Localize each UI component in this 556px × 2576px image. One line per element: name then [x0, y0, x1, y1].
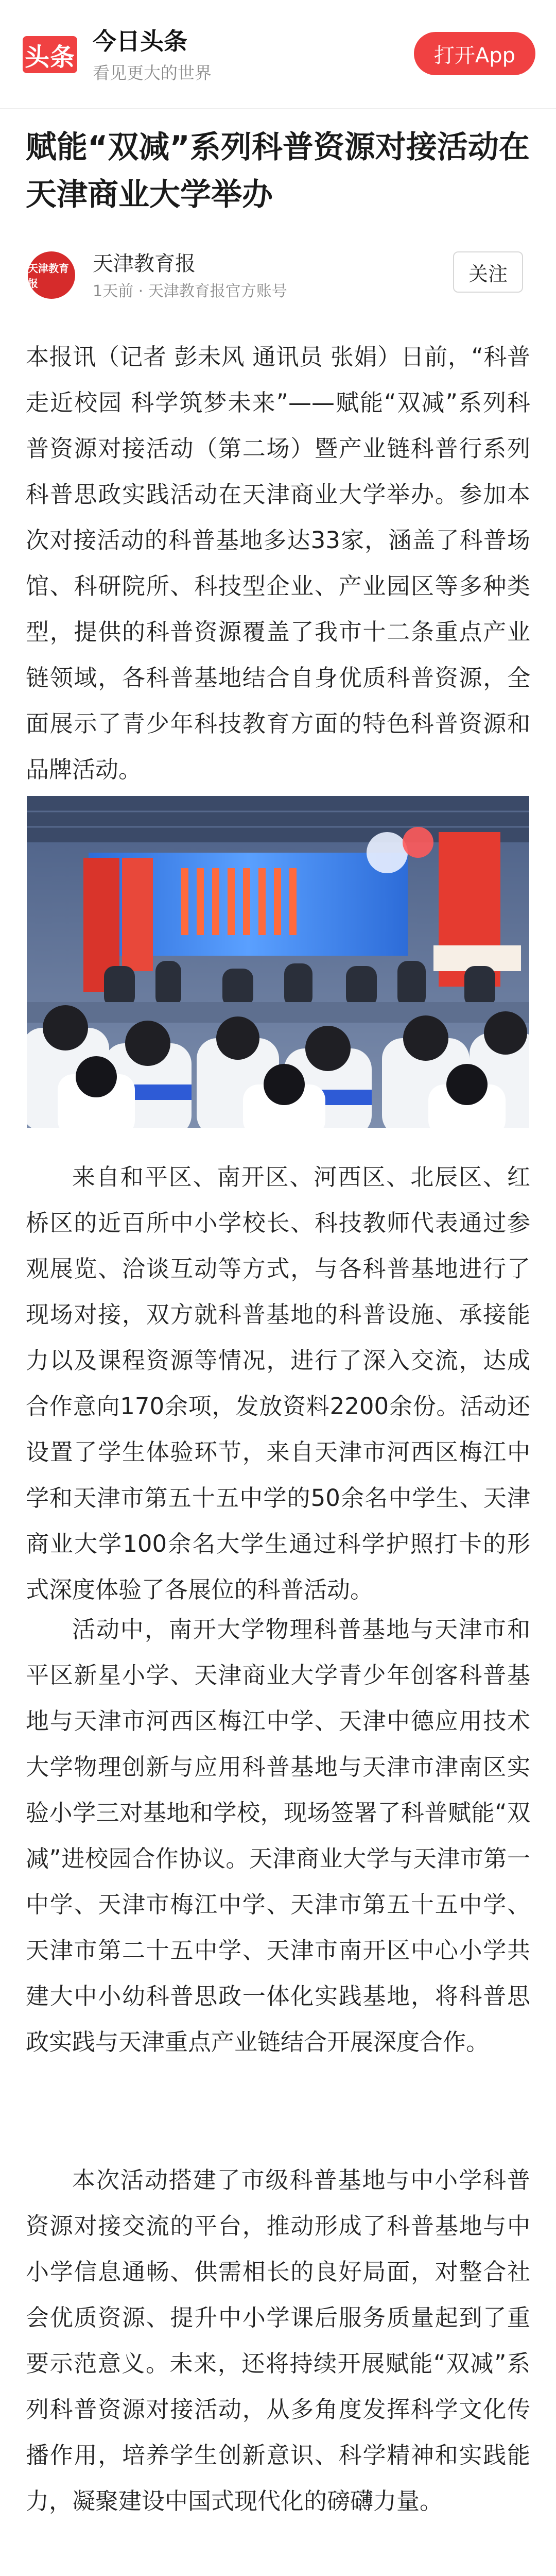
- avatar-logo-text: 天津教育报: [28, 262, 69, 290]
- toutiao-logo[interactable]: 头条: [23, 36, 77, 73]
- app-name: 今日头条: [93, 27, 187, 55]
- author-avatar[interactable]: [28, 251, 75, 299]
- article-paragraph-4: 本次活动搭建了市级科普基地与中小学科普资源对接交流的平台，推动形成了科普基地与中小学信息通畅、供需相长的良好局面，对整合社会优质资源、提升中小学课后服务质量起到了重要示范意义。未来，还将持续开展赋能“双减”系列科普资源对接活动，从多角度发挥科学文化传播作用，培养学生创新意识、科学精神和实践能力，凝聚建设中国式现代化的磅礴力量。: [26, 2166, 530, 2515]
- open-app-button[interactable]: 打开App: [414, 32, 535, 75]
- author-meta: 1天前 · 天津教育报官方账号: [93, 282, 287, 300]
- app-slogan: 看见更大的世界: [93, 63, 212, 83]
- top-app-bar: [0, 0, 556, 108]
- author-name[interactable]: 天津教育报: [93, 252, 196, 276]
- header-divider: [0, 108, 556, 109]
- article-paragraph-2: 来自和平区、南开区、河西区、北辰区、红桥区的近百所中小学校长、科技教师代表通过参观展览、洽谈互动等方式，与各科普基地进行了现场对接，双方就科普基地的科普设施、承接能力以及课程资源等情况，进行了深入交流，达成合作意向170余项，发放资料2200余份。活动还设置了学生体验环节，来自天津市河西区梅江中学和天津市第五十五中学的50余名中学生、天津商业大学100余名大学生通过科学护照打卡的形式深度体验了各展位的科普活动。: [26, 1163, 530, 1603]
- article-paragraph-1: 本报讯（记者 彭未风 通讯员 张娟）日前，“科普走近校园 科学筑梦未来”——赋能“双减”系列科普资源对接活动（第二场）暨产业链科普行系列科普思政实践活动在天津商业大学举办。参加本次对接活动的科普基地多达33家，涵盖了科普场馆、科研院所、科技型企业、产业园区等多种类型，提供的科普资源覆盖了我市十二条重点产业链领域，各科普基地结合自身优质科普资源，全面展示了青少年科技教育方面的特色科普资源和品牌活动。: [26, 343, 530, 783]
- follow-button[interactable]: 关注: [453, 251, 523, 293]
- article-paragraph-3: 活动中，南开大学物理科普基地与天津市和平区新星小学、天津商业大学青少年创客科普基地与天津市河西区梅江中学、天津中德应用技术大学物理创新与应用科普基地与天津市津南区实验小学三对基地和学校，现场签署了科普赋能“双减”进校园合作协议。天津商业大学与天津市第一中学、天津市梅江中学、天津市第五十五中学、天津市第二十五中学、天津市南开区中心小学共建大中小幼科普思政一体化实践基地，将科普思政实践与天津重点产业链结合开展深度合作。: [26, 1616, 530, 2056]
- article-title: 赋能“双减”系列科普资源对接活动在天津商业大学举办: [26, 129, 530, 213]
- article-photo[interactable]: [27, 796, 529, 1128]
